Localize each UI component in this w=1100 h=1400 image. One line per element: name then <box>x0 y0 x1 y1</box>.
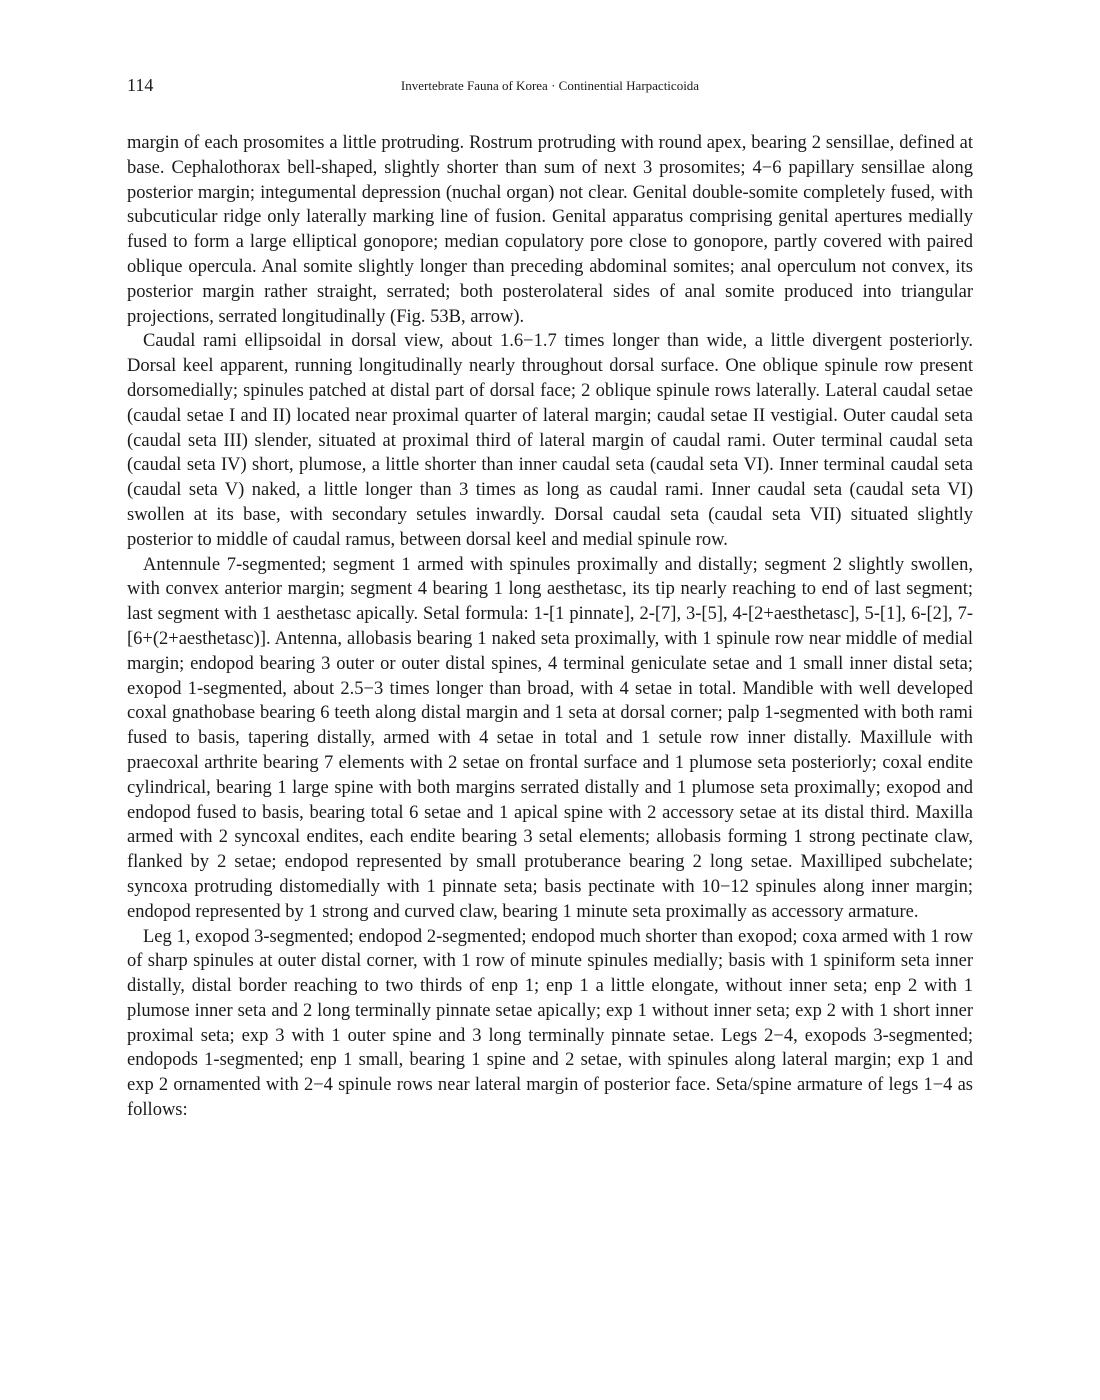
paragraph-body-description: margin of each prosomites a little protruding. Rostrum protruding with round apex, bearing 2 sensillae, defined at base. Cephalothorax bell-shaped, slightly shorter than sum of next 3 prosomites; 4−6 papillary sensillae along posterior margin; integumental depression (nuchal organ) not clear. Genital double-somite completely fused, with subcuticular ridge only laterally marking line of fusion. Genital apparatus comprising genital apertures medially fused to form a large elliptical gonopore; median copulatory pore close to gonopore, partly covered with paired oblique opercula. Anal somite slightly longer than preceding abdominal somites; anal operculum not convex, its posterior margin rather straight, serrated; both posterolateral sides of anal somite produced into triangular projections, serrated longitudinally (Fig. 53B, arrow). <box>127 133 973 327</box>
paragraph-caudal-rami: Caudal rami ellipsoidal in dorsal view, about 1.6−1.7 times longer than wide, a little divergent posteriorly. Dorsal keel apparent, running longitudinally nearly throughout dorsal surface. One oblique spinule row present dorsomedially; spinules patched at distal part of dorsal face; 2 oblique spinule rows laterally. Lateral caudal setae (caudal setae I and II) located near proximal quarter of lateral margin; caudal setae II vestigial. Outer caudal seta (caudal seta III) slender, situated at proximal third of lateral margin of caudal rami. Outer terminal caudal seta (caudal seta IV) short, plumose, a little shorter than inner caudal seta (caudal seta VI). Inner terminal caudal seta (caudal seta V) naked, a little longer than 3 times as long as caudal rami. Inner caudal seta (caudal seta VI) swollen at its base, with secondary setules inwardly. Dorsal caudal seta (caudal seta VII) situated slightly posterior to middle of caudal ramus, between dorsal keel and medial spinule row. <box>127 331 973 550</box>
body-text <box>127 131 973 1123</box>
running-title: Invertebrate Fauna of Korea · Continential Harpacticoida <box>400 78 700 93</box>
paragraph-legs: Leg 1, exopod 3-segmented; endopod 2-segmented; endopod much shorter than exopod; coxa armed with 1 row of sharp spinules at outer distal corner, with 1 row of minute spinules medially; basis with 1 spiniform seta inner distally, distal border reaching to two thirds of enp 1; enp 1 a little elongate, without inner seta; enp 2 with 1 plumose inner seta and 2 long terminally pinnate setae apically; exp 1 without inner seta; exp 2 with 1 short inner proximal seta; exp 3 with 1 outer spine and 3 long terminally pinnate setae. Legs 2−4, exopods 3-segmented; endopods 1-segmented; enp 1 small, bearing 1 spine and 2 setae, with spinules along lateral margin; exp 1 and exp 2 ornamented with 2−4 spinule rows near lateral margin of posterior face. Seta/spine armature of legs 1−4 as follows: <box>127 926 973 1121</box>
page-number: 114 <box>127 75 154 95</box>
paragraph-antennule: Antennule 7-segmented; segment 1 armed with spinules proximally and distally; segment 2 slightly swollen, with convex anterior margin; segment 4 bearing 1 long aesthetasc, its tip nearly reaching to end of last segment; last segment with 1 aesthetasc apically. Setal formula: 1-[1 pinnate], 2-[7], 3-[5], 4-[2+aesthetasc], 5-[1], 6-[2], 7-[6+(2+aesthetasc)]. Antenna, allobasis bearing 1 naked seta proximally, with 1 spinule row near middle of medial margin; endopod bearing 3 outer or outer distal spines, 4 terminal geniculate setae and 1 small inner distal seta; exopod 1-segmented, about 2.5−3 times longer than broad, with 4 setae in total. Mandible with well developed coxal gnathobase bearing 6 teeth along distal margin and 1 seta at dorsal corner; palp 1-segmented with both rami fused to basis, tapering distally, armed with 4 setae in total and 1 setule row inner distally. Maxillule with praecoxal arthrite bearing 7 elements with 2 setae on frontal surface and 1 plumose seta posteriorly; coxal endite cylindrical, bearing 1 large spine with both margins serrated distally and 1 plumose seta proximally; exopod and endopod fused to basis, bearing total 6 setae and 1 apical spine with 2 accessory setae at its distal third. Maxilla armed with 2 syncoxal endites, each endite bearing 3 setal elements; allobasis forming 1 strong pectinate claw, flanked by 2 setae; endopod represented by small protuberance bearing 2 long setae. Maxilliped subchelate; syncoxa protruding distomedially with 1 pinnate seta; basis pectinate with 10−12 spinules along inner margin; endopod represented by 1 strong and curved claw, bearing 1 minute seta proximally as accessory armature. <box>127 554 973 922</box>
